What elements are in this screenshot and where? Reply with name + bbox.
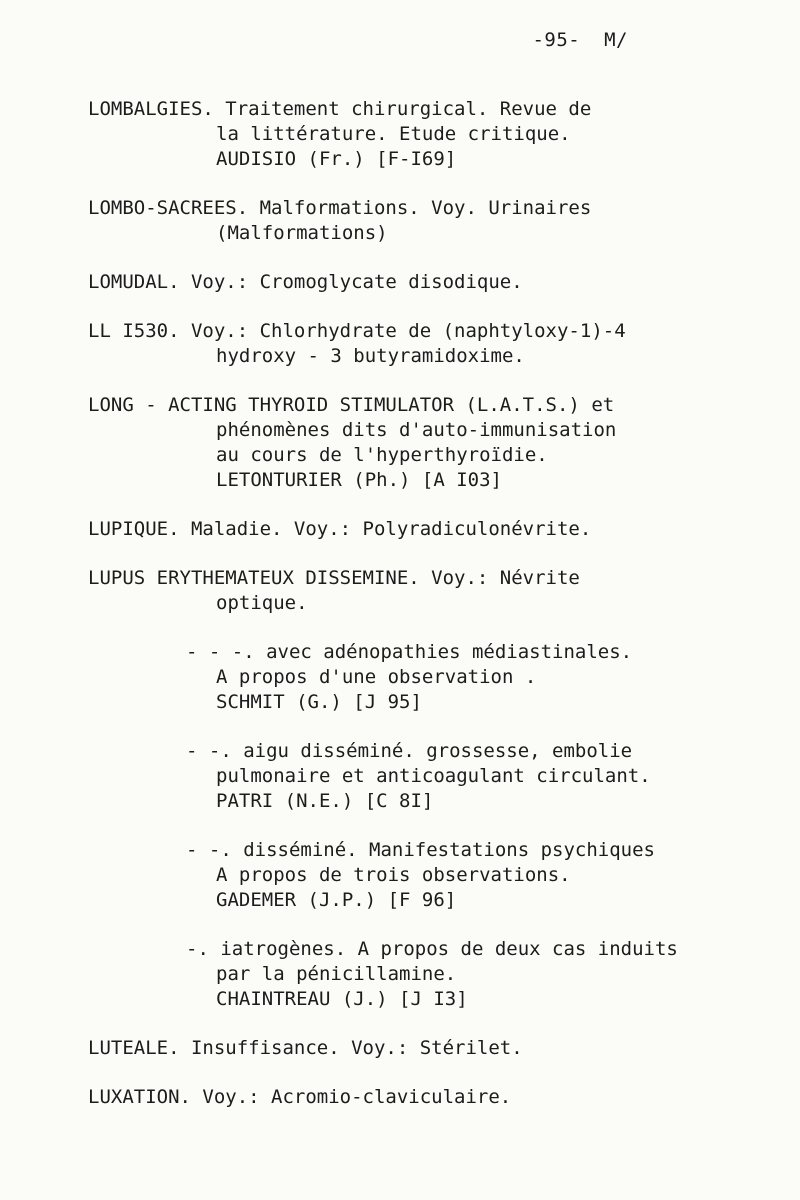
subentry-heading: - - -. avec adénopathies médiastinales. (186, 641, 633, 663)
entry-heading: LUPUS ERYTHEMATEUX DISSEMINE. Voy.: Névrite (88, 567, 580, 589)
index-entries (88, 97, 768, 1134)
index-entry (88, 196, 768, 246)
entry-citation: CHAINTREAU (J.) [J I3] (216, 988, 468, 1010)
entry-heading: LL I530. Voy.: Chlorhydrate de (naphtyloxy-1)-4 (88, 320, 626, 342)
subentry-heading: -. iatrogènes. A propos de deux cas induits (186, 938, 678, 960)
entry-citation: AUDISIO (Fr.) [F-I69] (216, 148, 457, 170)
entry-heading: LUTEALE. Insuffisance. Voy.: Stérilet. (88, 1037, 523, 1059)
entry-line: par la pénicillamine. (216, 963, 457, 985)
entry-citation: PATRI (N.E.) [C 8I] (216, 790, 434, 812)
index-entry (88, 319, 768, 369)
entry-line: A propos de trois observations. (216, 864, 571, 886)
entry-line: (Malformations) (216, 222, 388, 244)
index-entry (88, 517, 768, 542)
entry-line: pulmonaire et anticoagulant circulant. (216, 765, 651, 787)
subentry-heading: - -. disséminé. Manifestations psychiques (186, 839, 655, 861)
entry-heading: LUXATION. Voy.: Acromio-claviculaire. (88, 1086, 512, 1108)
index-entry (88, 393, 768, 493)
subentry-heading: - -. aigu disséminé. grossesse, embolie (186, 740, 633, 762)
index-entry (88, 1085, 768, 1110)
entry-line: hydroxy - 3 butyramidoxime. (216, 345, 525, 367)
index-entry (88, 566, 768, 616)
entry-citation: LETONTURIER (Ph.) [A I03] (216, 469, 502, 491)
entry-heading: LOMBO-SACREES. Malformations. Voy. Urinaires (88, 197, 592, 219)
index-entry (88, 1036, 768, 1061)
index-entry (88, 97, 768, 172)
index-subentry (88, 640, 768, 715)
page-header (532, 28, 628, 53)
section-letter: M/ (604, 29, 628, 51)
index-subentry (88, 739, 768, 814)
page-number: -95- (532, 29, 581, 51)
entry-heading: LUPIQUE. Maladie. Voy.: Polyradiculonévrite. (88, 518, 592, 540)
entry-line: la littérature. Etude critique. (216, 123, 571, 145)
entry-citation: GADEMER (J.P.) [F 96] (216, 889, 457, 911)
entry-heading: LOMBALGIES. Traitement chirurgical. Revue de (88, 98, 592, 120)
entry-line: A propos d'une observation . (216, 666, 537, 688)
entry-line: au cours de l'hyperthyroïdie. (216, 444, 548, 466)
index-entry (88, 270, 768, 295)
index-subentry (88, 937, 768, 1012)
index-subentry (88, 838, 768, 913)
entry-line: optique. (216, 592, 308, 614)
entry-citation: SCHMIT (G.) [J 95] (216, 691, 422, 713)
entry-line: phénomènes dits d'auto-immunisation (216, 419, 617, 441)
entry-heading: LONG - ACTING THYROID STIMULATOR (L.A.T.S.) et (88, 394, 615, 416)
entry-heading: LOMUDAL. Voy.: Cromoglycate disodique. (88, 271, 523, 293)
